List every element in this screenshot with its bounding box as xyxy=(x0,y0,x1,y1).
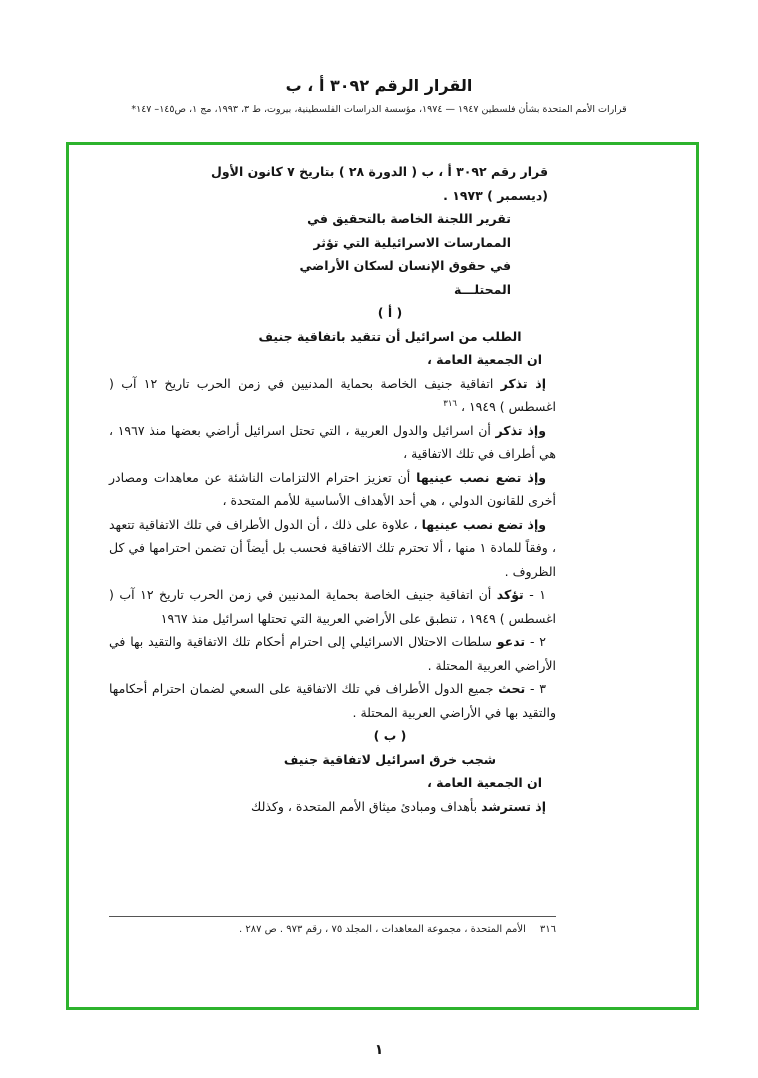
text-segment: جميع الدول الأطراف في تلك الاتفاقية على السعي لضمان احترام أحكامها والتقيد بها في الأراضي العربية المحتلة . xyxy=(109,681,556,720)
text-segment: بأهداف ومبادئ ميثاق الأمم المتحدة ، وكذلك xyxy=(251,798,482,814)
section-label-b xyxy=(109,724,556,748)
footnote-text: الأمم المتحدة ، مجموعة المعاهدات ، المجلد ٧٥ ، رقم ٩٧٣ . ص ٢٨٧ . xyxy=(239,924,526,935)
footnote xyxy=(109,916,556,935)
section-label-a xyxy=(109,301,556,325)
resolution-title-block xyxy=(109,160,556,207)
text-segment: وإذ تذكر xyxy=(495,422,546,438)
text-segment: تحث xyxy=(498,681,526,696)
text-segment: أن اسرائيل والدول العربية ، التي تحتل اسرائيل أراضي بعضها منذ ١٩٦٧ ، هي أطراف في تلك الاتفاقية ، xyxy=(109,422,556,461)
text-segment: تدعو xyxy=(496,634,526,649)
report-subtitle-line: في حقوق الإنسان لسكان الأراضي xyxy=(299,258,511,273)
page-title: القرار الرقم ٣٠٩٢ أ ، ب xyxy=(285,76,473,95)
page-number: ١ xyxy=(374,1042,384,1058)
section-heading-a xyxy=(109,325,556,349)
preamble-paragraph xyxy=(109,372,556,419)
text-segment: وإذ تضع نصب عينيها xyxy=(416,469,546,485)
text-segment: أن اتفاقية جنيف الخاصة بحماية المدنيين في زمن الحرب تاريخ ١٢ آب ( اغسطس ) ١٩٤٩ ، تنطبق على الأراضي العربية التي تحتلها اسرائيل منذ ١٩٦٧ xyxy=(109,587,556,626)
preamble-opening xyxy=(109,348,556,372)
footnote-reference: ٣١٦ xyxy=(443,398,457,409)
resolution-title-line: قرار رقم ٣٠٩٢ أ ، ب ( الدورة ٢٨ ) بتاريخ ٧ كانون الأول xyxy=(211,164,548,179)
source-citation: قرارات الأمم المتحدة بشأن فلسطين ١٩٤٧ — ١٩٧٤، مؤسسة الدراسات الفلسطينية، بيروت، ط ٣، ١٩٩٣، مج ١، ص١٤٥– ١٤٧* xyxy=(131,104,627,115)
document-frame xyxy=(66,142,699,1010)
preamble-paragraph xyxy=(109,513,556,584)
text-segment: ، علاوة على ذلك ، أن الدول الأطراف في تلك الاتفاقية تتعهد ، وفقاً للمادة ١ منها ، ألا تحترم تلك الاتفاقية فحسب بل أيضاً أن تضمن احترامها في كل الظروف . xyxy=(109,516,556,579)
preamble-paragraph xyxy=(109,419,556,466)
footnote-marker: ٣١٦ xyxy=(539,924,556,935)
preamble-paragraph xyxy=(109,795,556,819)
text-segment: ان الجمعية العامة ، xyxy=(427,352,542,367)
document-body xyxy=(109,301,556,818)
document-content xyxy=(109,160,556,818)
text-segment: أن تعزيز احترام الالتزامات الناشئة عن معاهدات ومصادر أخرى للقانون الدولي ، هي أحد الأهداف الأساسية للأمم المتحدة ، xyxy=(109,469,556,508)
report-subtitle-line: الممارسات الاسرائيلية التي تؤثر xyxy=(313,234,511,250)
text-segment: إذ تسترشد xyxy=(481,798,546,814)
text-segment: الطلب من اسرائيل أن تتقيد باتفاقية جنيف xyxy=(258,328,522,344)
text-segment: اتفاقية جنيف الخاصة بحماية المدنيين في زمن الحرب تاريخ ١٢ آب ( اغسطس ) ١٩٤٩ ، xyxy=(109,375,556,414)
preamble-opening xyxy=(109,771,556,795)
text-segment: شجب خرق اسرائيل لاتفاقية جنيف xyxy=(283,751,497,767)
text-segment: وإذ تضع نصب عينيها xyxy=(421,516,546,532)
operative-paragraph-3 xyxy=(109,677,556,724)
report-subtitle-line: المحتلـــة xyxy=(454,281,511,297)
report-subtitle-block xyxy=(109,207,556,301)
text-segment: ١ - xyxy=(523,587,546,602)
text-segment: سلطات الاحتلال الاسرائيلي إلى احترام أحكام تلك الاتفاقية والتقيد بها في الأراضي العربية المحتلة . xyxy=(109,634,556,673)
operative-paragraph-1 xyxy=(109,583,556,630)
text-segment: ٢ - xyxy=(525,634,546,649)
resolution-title-line: (ديسمبر ) ١٩٧٣ . xyxy=(443,187,548,203)
text-segment: ( ب ) xyxy=(373,728,407,743)
report-subtitle-line: تقرير اللجنة الخاصة بالتحقيق في xyxy=(307,211,511,226)
preamble-paragraph xyxy=(109,466,556,513)
text-segment: إذ تذكر xyxy=(500,375,546,391)
text-segment: تؤكد xyxy=(496,587,524,602)
section-heading-b xyxy=(109,748,556,772)
text-segment: ان الجمعية العامة ، xyxy=(427,775,542,790)
text-segment: ٣ - xyxy=(525,681,546,696)
operative-paragraph-2 xyxy=(109,630,556,677)
text-segment: ( أ ) xyxy=(377,305,403,320)
